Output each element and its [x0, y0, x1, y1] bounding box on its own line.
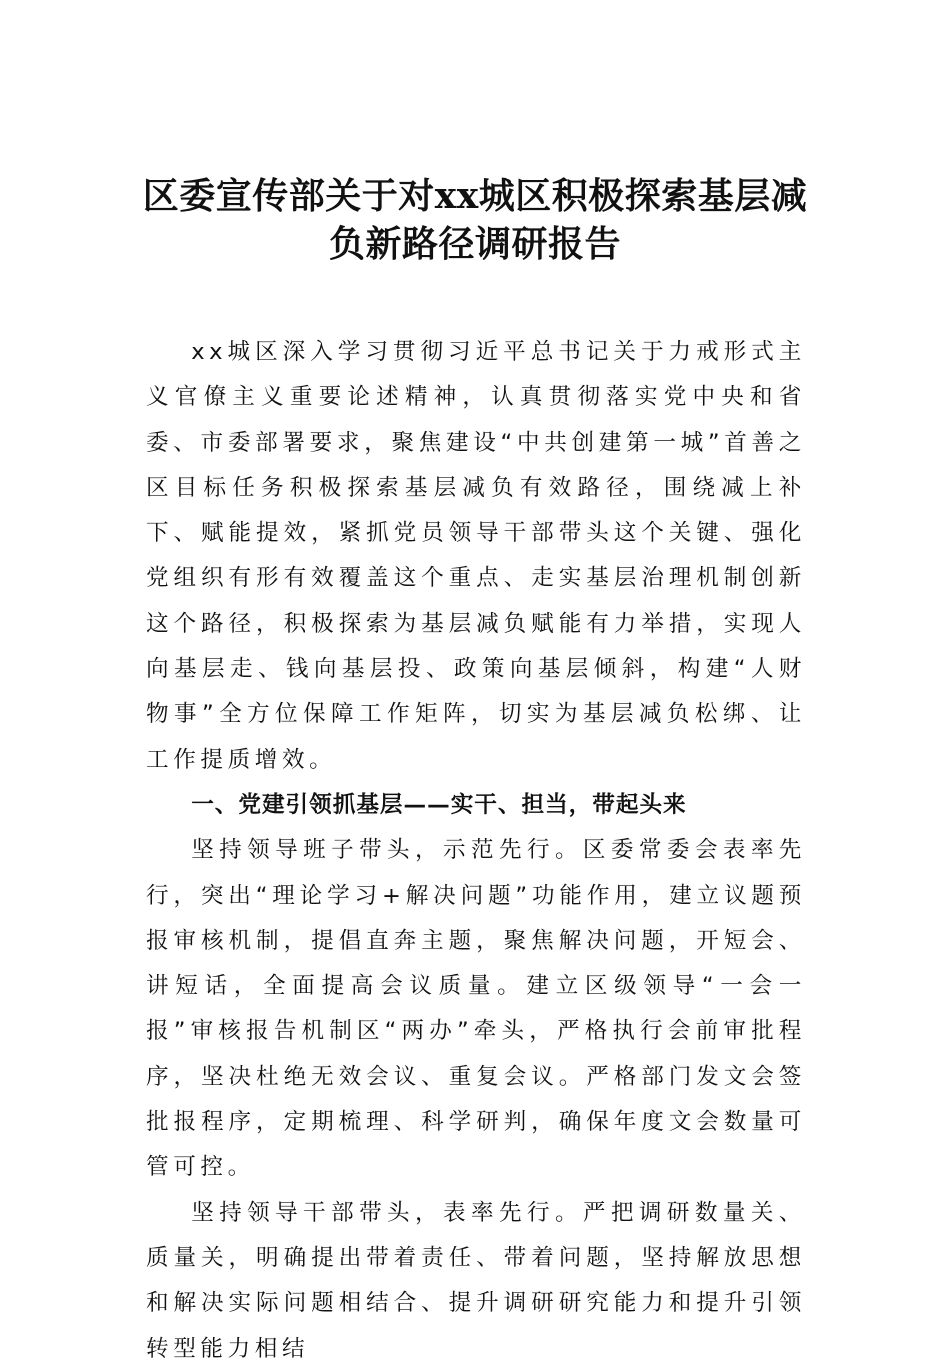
intro-paragraph: xx城区深入学习贯彻习近平总书记关于力戒形式主义官僚主义重要论述精神，认真贯彻落实党中央和省委、市委部署要求，聚焦建设“中共创建第一城”首善之区目标任务积极探索基层减负有效路径，围绕减上补下、赋能提效，紧抓党员领导干部带头这个关键、强化党组织有形有效覆盖这个重点、走实基层治理机制创新这个路径，积极探索为基层减负赋能有力举措，实现人向基层走、钱向基层投、政策向基层倾斜，构建“人财物事”全方位保障工作矩阵，切实为基层减负松绑、让工作提质增效。: [146, 339, 806, 773]
document-body: [146, 330, 806, 1372]
section-1-paragraph-2: 坚持领导干部带头，表率先行。严把调研数量关、质量关，明确提出带着责任、带着问题，坚持解放思想和解决实际问题相结合、提升调研研究能力和提升引领转型能力相结: [146, 1199, 806, 1362]
title-line-2: 负新路径调研报告: [328, 223, 621, 265]
title-line-1: 区委宣传部关于对xx城区积极探索基层减: [142, 175, 808, 217]
document-title: [120, 172, 830, 268]
section-heading-1: 一、党建引领抓基层——实干、担当，带起头来: [191, 791, 687, 818]
section-1-paragraph-1: 坚持领导班子带头，示范先行。区委常委会表率先行，突出“理论学习+解决问题”功能作用，建立议题预报审核机制，提倡直奔主题，聚焦解决问题，开短会、讲短话，全面提高会议质量。建立区级领导“一会一报”审核报告机制区“两办”牵头，严格执行会前审批程序，坚决杜绝无效会议、重复会议。严格部门发文会签批报程序，定期梳理、科学研判，确保年度文会数量可管可控。: [146, 837, 806, 1181]
